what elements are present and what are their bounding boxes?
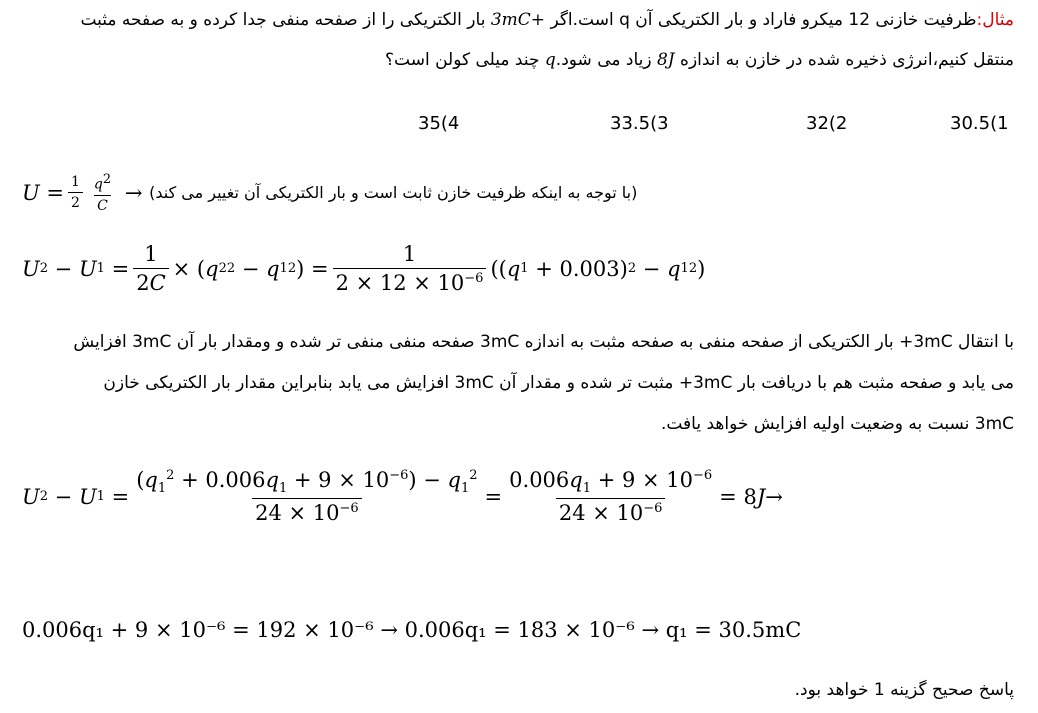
option-2[interactable]: 32(2 (806, 113, 848, 134)
answer-text: پاسخ صحیح گزینه 1 خواهد بود. (794, 680, 1014, 700)
energy-value: 8J (656, 50, 675, 70)
q-symbol: q (544, 50, 556, 70)
problem-text-1a: ظرفیت خازنی 12 میکرو فاراد و بار الکتریکی آن q است.اگر (550, 10, 977, 30)
problem-text-2c: چند میلی کولن است؟ (385, 50, 540, 70)
problem-text-1b: بار الکتریکی را از صفحه منفی جدا کرده و به صفحه مثبت (80, 10, 486, 30)
option-1[interactable]: 30.5(1 (950, 113, 1009, 134)
explanation-line-3: 3mC نسبت به وضعیت اولیه افزایش خواهد یافت. (660, 414, 1014, 434)
option-3[interactable]: 33.5(3 (610, 113, 669, 134)
example-label: مثال: (976, 10, 1014, 30)
problem-line-1 (24, 8, 1014, 32)
problem-text-2a: منتقل کنیم،انرژی ذخیره شده در خازن به اندازه (680, 50, 1014, 70)
explanation-line-2: می یابد و صفحه مثبت هم با دریافت بار 3mC+ مثبت تر شده و مقدار آن 3mC افزایش می یابد بنابراین مقدار بار الکتریکی خازن (103, 373, 1014, 393)
problem-line-2 (24, 48, 1014, 72)
option-4[interactable]: 35(4 (418, 113, 460, 134)
equation-expanded: U 2 − U 1 = $\frac{(q_1^2 + 0.006q_1 + 9 \times 10^{-6}) - q_1^2}{24 \times 10^{-6}}$ = $\frac{0.006q_1 + 9 \times 10^{-6}}{24 \times 10^{-6}}$ = 8 J → (22, 468, 783, 526)
equation-energy-difference: U 2 − U 1 = $\frac{1}{2C}$ × ( q 2 2 − q 1 2 ) = $\frac{1}{2 \times 12 \times 10^{-6}}$ (( q 1 + 0.003) 2 − q 1 2 ) (22, 242, 706, 295)
explanation-line-1: با انتقال 3mC+ بار الکتریکی از صفحه منفی به صفحه مثبت به اندازه 3mC صفحه منفی منفی تر شده و ومقدار بار آن 3mC افزایش (73, 332, 1014, 352)
equation-solution: 0.006q₁ + 9 × 10⁻⁶ = 192 × 10⁻⁶ → 0.006q₁ = 183 × 10⁻⁶ → q₁ = 30.5mC (22, 618, 802, 642)
equation-note: (با توجه به اینکه ظرفیت خازن ثابت است و بار الکتریکی آن تغییر می کند) (149, 183, 638, 203)
problem-text-2b: زیاد می شود. (555, 50, 652, 70)
charge-value: 3mC+ (490, 10, 546, 30)
equation-energy-formula: U = $\frac{1}{2}$ $\frac{q^2}{C}$ → (با توجه به اینکه ظرفیت خازن ثابت است و بار الکتریکی آن تغییر می کند) (22, 172, 638, 214)
